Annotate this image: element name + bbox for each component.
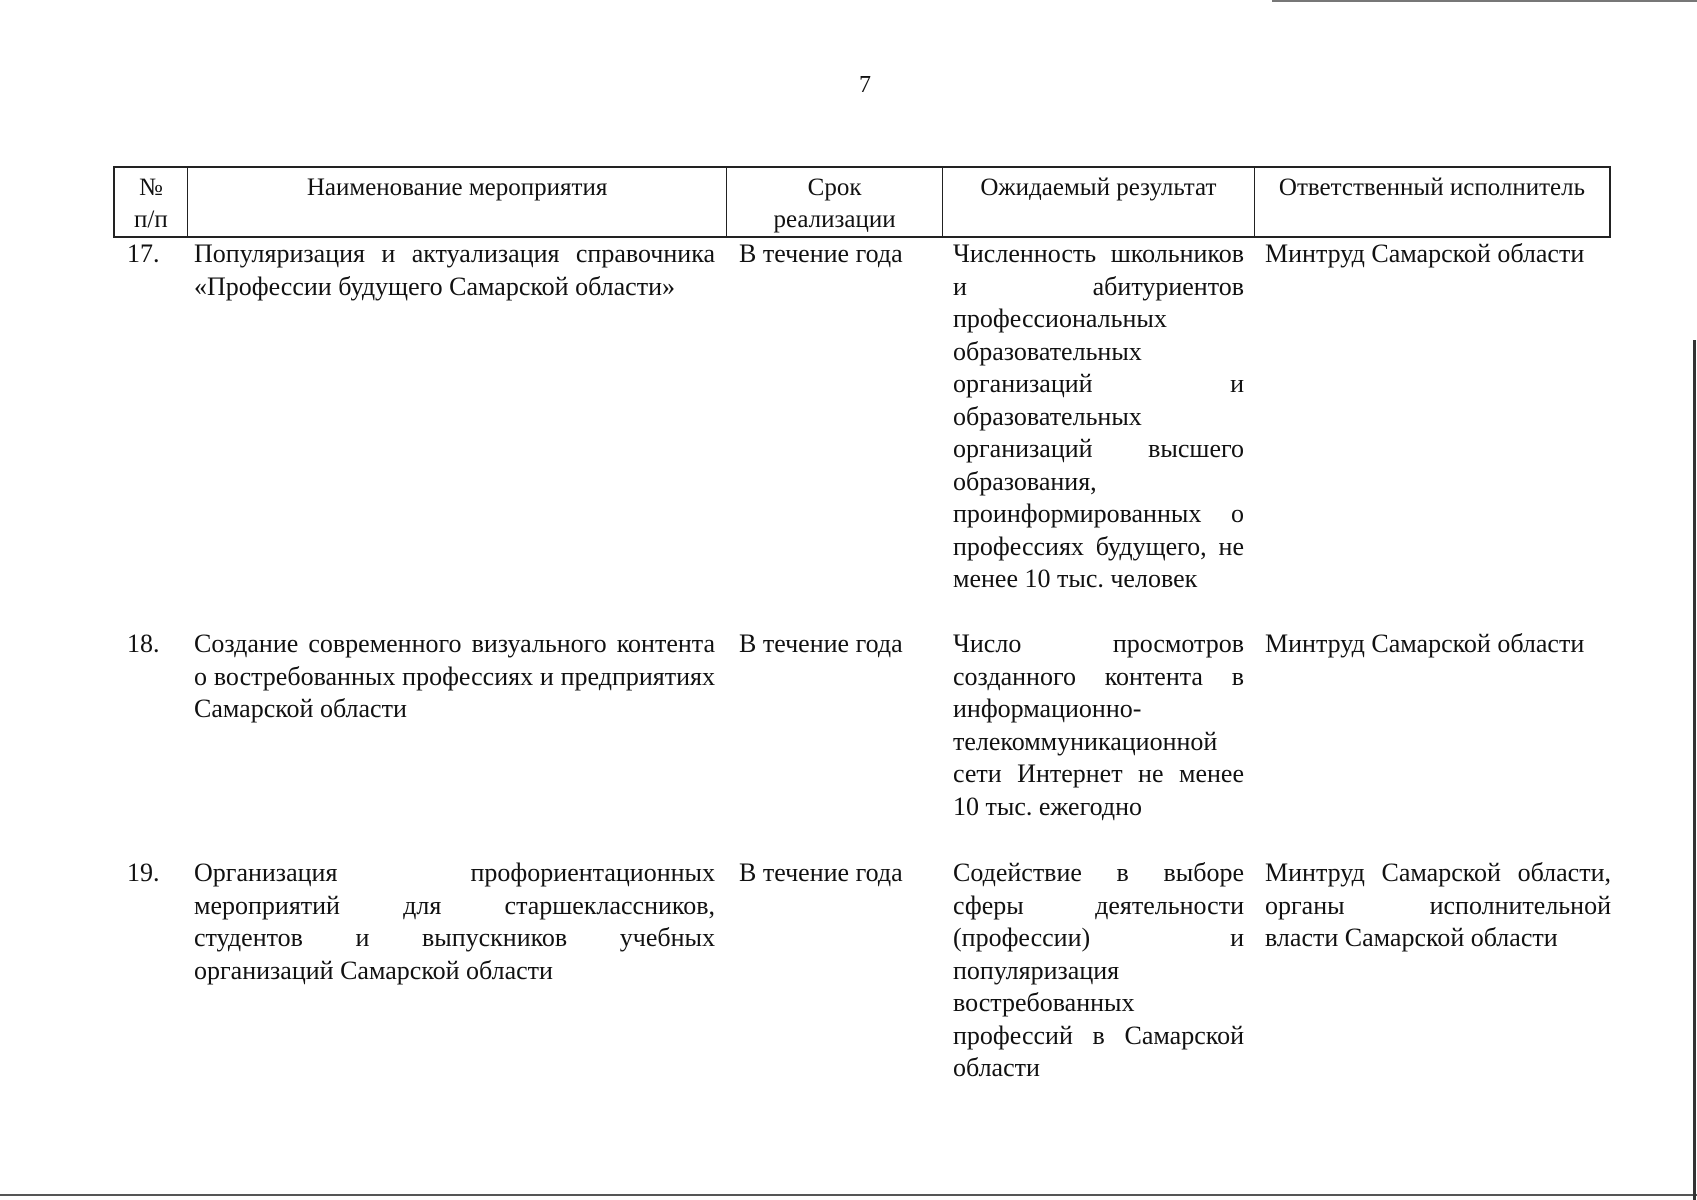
table-row	[113, 238, 1611, 596]
row-num: 19.	[127, 858, 160, 887]
row-term: В течение года	[739, 858, 903, 887]
header-term	[727, 168, 942, 236]
table-header	[113, 166, 1611, 238]
scan-edge-line-bottom	[0, 1194, 1697, 1196]
row-term: В течение года	[739, 239, 903, 268]
row-result: Численность школьников и абитуриентов профессиональных образовательных организаций и образовательных организаций высшего образования, проинформированных о профессиях будущего, не менее 10 тыс. человек	[953, 239, 1244, 593]
row-result: Содействие в выборе сферы деятельности (профессии) и популяризация востребованных профессий в Самарской области	[953, 858, 1244, 1082]
row-result: Число просмотров созданного контента в информационно-телекоммуникационной сети Интернет не менее 10 тыс. ежегодно	[953, 629, 1244, 821]
scan-edge-line-right	[1693, 340, 1696, 1200]
header-name: Наименование мероприятия	[188, 168, 728, 236]
row-num: 18.	[127, 629, 160, 658]
row-executor: Минтруд Самарской области	[1265, 239, 1585, 268]
header-term-line2: реализации	[773, 206, 896, 233]
header-result: Ожидаемый результат	[943, 168, 1255, 236]
row-executor: Минтруд Самарской области	[1265, 629, 1585, 658]
row-name: Создание современного визуального контента о востребованных профессиях и предприятиях Самарской области	[194, 629, 715, 723]
row-name: Организация профориентационных мероприятий для старшеклассников, студентов и выпускников учебных организаций Самарской области	[194, 858, 715, 985]
row-term: В течение года	[739, 629, 903, 658]
header-executor: Ответственный исполнитель	[1278, 174, 1586, 201]
table-row	[113, 628, 1611, 823]
table-row	[113, 857, 1611, 1085]
header-num-line1: №	[138, 174, 163, 201]
scan-edge-line-top	[1272, 0, 1697, 2]
row-name: Популяризация и актуализация справочника «Профессии будущего Самарской области»	[194, 239, 715, 301]
row-executor: Минтруд Самарской области, органы исполнительной власти Самарской области	[1265, 858, 1611, 952]
header-term-line1: Срок	[807, 174, 862, 201]
row-num: 17.	[127, 239, 160, 268]
page-number: 7	[859, 72, 871, 98]
header-num-line2: п/п	[134, 206, 168, 233]
header-num	[115, 168, 188, 236]
